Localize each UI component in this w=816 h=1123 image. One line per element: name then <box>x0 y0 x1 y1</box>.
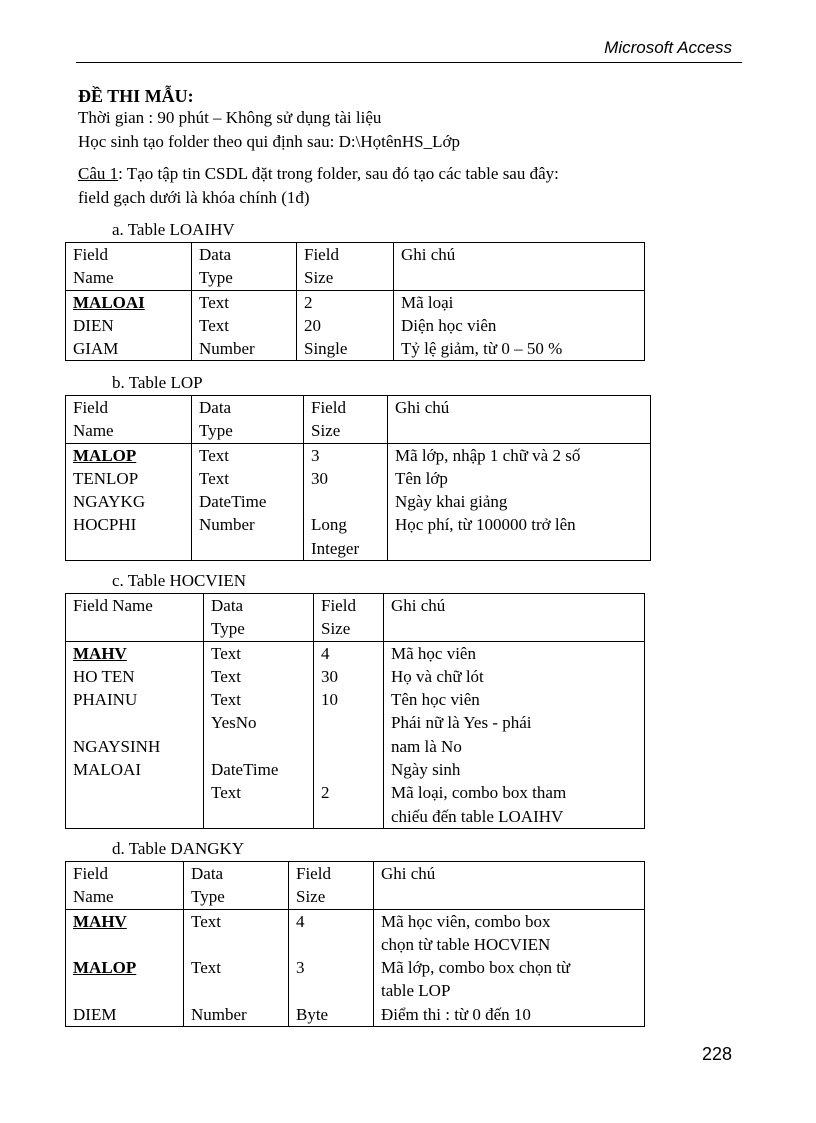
table-d-caption: d. Table DANGKY <box>112 839 245 858</box>
cell-text: 3 <box>296 958 305 978</box>
cell-text: Text <box>211 690 241 710</box>
table-row <box>66 641 645 828</box>
header-cell <box>388 396 651 444</box>
cell-text: Học phí, từ 100000 trở lên <box>395 515 576 535</box>
cell-text: Họ và chữ lót <box>391 666 484 686</box>
header-cell <box>66 243 192 291</box>
table-cell <box>192 314 297 337</box>
cell-text: Single <box>304 339 348 359</box>
header-text: Field <box>73 864 108 883</box>
cell-text: Mã loại, combo box tham <box>391 783 567 803</box>
header-cell <box>314 594 384 642</box>
header-cell <box>66 594 204 642</box>
header-cell <box>204 594 314 642</box>
header-text: Field <box>73 245 108 264</box>
cell-text: Number <box>199 339 255 359</box>
table-cell <box>394 290 645 314</box>
cell-text <box>191 979 288 1002</box>
exam-title: ĐỀ THI MẪU: <box>78 86 194 106</box>
header-text: Size <box>321 619 351 639</box>
cell-text: Text <box>199 315 229 335</box>
primary-key-field: MALOP <box>73 445 137 465</box>
header-text: Name <box>73 421 114 441</box>
cell-text <box>296 933 373 956</box>
cell-text <box>321 758 383 781</box>
header-cell <box>184 862 289 910</box>
cell-text: Mã lớp, combo box chọn từ <box>381 958 571 978</box>
field-name: GIAM <box>73 339 119 359</box>
field-name <box>73 933 183 956</box>
table-a-caption: a. Table LOAIHV <box>112 220 235 239</box>
cell-text: chọn từ table HOCVIEN <box>381 934 551 954</box>
cell-text: Tên học viên <box>391 690 480 710</box>
cell-text <box>321 711 383 734</box>
field-name: DIEM <box>73 1004 117 1024</box>
question-1-text-cont: field gạch dưới là khóa chính (1đ) <box>78 188 310 207</box>
cell-text: Phái nữ là Yes - phái <box>391 713 532 733</box>
header-text: Type <box>211 619 245 639</box>
table-cell <box>66 337 192 361</box>
cell-text: Long <box>311 515 347 535</box>
field-name <box>73 979 183 1002</box>
header-cell <box>192 243 297 291</box>
cell-text <box>311 490 387 513</box>
primary-key-field: MAHV <box>73 911 127 931</box>
header-text: Type <box>191 887 225 907</box>
primary-key-field: MAHV <box>73 643 127 663</box>
cell-text: 2 <box>321 783 330 803</box>
field-name: NGAYSINH <box>73 736 161 756</box>
table-cell <box>192 443 304 560</box>
table-cell <box>384 641 645 828</box>
field-name: HO TEN <box>73 666 135 686</box>
field-name: HOCPHI <box>73 515 137 535</box>
header-rule <box>76 62 742 63</box>
cell-text: Ngày khai giảng <box>395 492 508 512</box>
table-cell <box>66 909 184 1026</box>
cell-text <box>296 979 373 1002</box>
table-cell <box>314 641 384 828</box>
table-row <box>66 314 645 337</box>
table-cell <box>394 314 645 337</box>
header-cell <box>304 396 388 444</box>
header-text: Data <box>199 245 232 264</box>
header-text: Ghi chú <box>401 245 456 264</box>
table-header-row <box>66 243 645 291</box>
header-text: Field <box>321 596 356 615</box>
table-header-row <box>66 594 645 642</box>
table-b-caption: b. Table LOP <box>112 373 203 392</box>
cell-text: nam là No <box>391 736 462 756</box>
header-text: Type <box>199 268 233 288</box>
cell-text: Text <box>199 468 229 488</box>
header-text: Size <box>311 421 341 441</box>
cell-text: 4 <box>321 643 330 663</box>
table-header-row <box>66 396 651 444</box>
header-text: Name <box>73 887 114 907</box>
header-text: Size <box>304 268 334 288</box>
header-text: Ghi chú <box>381 864 436 883</box>
table-hocvien <box>65 593 645 829</box>
header-text: Name <box>73 268 114 288</box>
cell-text: Mã loại <box>401 292 454 312</box>
cell-text: 4 <box>296 911 305 931</box>
table-cell <box>66 641 204 828</box>
table-dangky <box>65 861 645 1027</box>
cell-text: 30 <box>311 468 328 488</box>
table-row <box>66 290 645 314</box>
header-text: Ghi chú <box>391 596 446 615</box>
cell-text: Number <box>191 1004 247 1024</box>
table-cell <box>388 443 651 560</box>
field-name <box>73 711 203 734</box>
header-text: Field <box>304 245 339 264</box>
field-name: DIEN <box>73 315 114 335</box>
table-c-caption: c. Table HOCVIEN <box>112 571 246 590</box>
table-cell <box>192 337 297 361</box>
header-text: Data <box>191 864 224 883</box>
cell-text: chiếu đến table LOAIHV <box>391 806 564 826</box>
cell-text <box>321 735 383 758</box>
cell-text: Text <box>199 292 229 312</box>
cell-text: Integer <box>311 538 360 558</box>
header-text: Ghi chú <box>395 398 450 417</box>
table-row <box>66 909 645 1026</box>
header-cell <box>192 396 304 444</box>
table-cell <box>192 290 297 314</box>
header-text: Field <box>73 398 108 417</box>
cell-text: Tỷ lệ giảm, từ 0 – 50 % <box>401 339 563 359</box>
cell-text: 20 <box>304 315 321 335</box>
question-1 <box>78 164 559 184</box>
field-name: TENLOP <box>73 468 139 488</box>
header-cell <box>394 243 645 291</box>
cell-text: Ngày sinh <box>391 760 461 780</box>
question-1-label: Câu 1 <box>78 164 119 183</box>
header-text: Data <box>199 398 232 417</box>
table-loaihv <box>65 242 645 361</box>
cell-text: 30 <box>321 666 338 686</box>
header-cell <box>66 862 184 910</box>
cell-text <box>191 933 288 956</box>
header-text: Field <box>296 864 331 883</box>
page-number: 228 <box>701 1044 732 1064</box>
cell-text: Mã học viên, combo box <box>381 911 551 931</box>
table-cell <box>374 909 645 1026</box>
cell-text: Byte <box>296 1004 329 1024</box>
primary-key-field: MALOAI <box>73 292 145 312</box>
header-cell <box>289 862 374 910</box>
table-cell <box>297 314 394 337</box>
table-cell <box>297 290 394 314</box>
table-cell <box>394 337 645 361</box>
cell-text: 10 <box>321 690 338 710</box>
field-name: PHAINU <box>73 690 138 710</box>
table-cell <box>289 909 374 1026</box>
header-cell <box>384 594 645 642</box>
cell-text: Mã học viên <box>391 643 476 663</box>
cell-text: Text <box>211 643 241 663</box>
cell-text: 3 <box>311 445 320 465</box>
cell-text: 2 <box>304 292 313 312</box>
table-header-row <box>66 862 645 910</box>
table-lop <box>65 395 651 561</box>
cell-text: table LOP <box>381 981 451 1001</box>
question-1-text: : Tạo tập tin CSDL đặt trong folder, sau đó tạo các table sau đây: <box>118 164 559 183</box>
cell-text <box>211 735 313 758</box>
cell-text: Diện học viên <box>401 315 497 335</box>
header-text: Type <box>199 421 233 441</box>
cell-text: Text <box>211 666 241 686</box>
table-row <box>66 443 651 560</box>
field-name: NGAYKG <box>73 492 146 512</box>
cell-text: YesNo <box>211 713 257 733</box>
header-text: Field <box>311 398 346 417</box>
cell-text: DateTime <box>211 760 279 780</box>
cell-text: Tên lớp <box>395 468 448 488</box>
cell-text: Text <box>191 911 221 931</box>
cell-text: Điểm thi : từ 0 đến 10 <box>381 1004 531 1024</box>
cell-text: Text <box>199 445 229 465</box>
cell-text: Text <box>211 783 241 803</box>
time-note: Thời gian : 90 phút – Không sử dụng tài liệu <box>78 108 382 127</box>
cell-text: DateTime <box>199 492 267 512</box>
table-cell <box>184 909 289 1026</box>
table-cell <box>204 641 314 828</box>
field-name: MALOAI <box>73 760 141 780</box>
header-cell <box>374 862 645 910</box>
cell-text: Mã lớp, nhập 1 chữ và 2 số <box>395 445 581 465</box>
table-cell <box>66 443 192 560</box>
header-cell <box>66 396 192 444</box>
table-cell <box>297 337 394 361</box>
table-cell <box>66 314 192 337</box>
header-text: Data <box>211 596 244 615</box>
header-text: Size <box>296 887 326 907</box>
table-row <box>66 337 645 361</box>
primary-key-field: MALOP <box>73 958 137 978</box>
folder-note: Học sinh tạo folder theo qui định sau: D:\HọtênHS_Lớp <box>78 132 460 151</box>
table-cell <box>66 290 192 314</box>
running-header: Microsoft Access <box>604 38 732 57</box>
header-cell <box>297 243 394 291</box>
cell-text: Text <box>191 958 221 978</box>
cell-text: Number <box>199 515 255 535</box>
table-cell <box>304 443 388 560</box>
header-text: Field Name <box>73 596 153 615</box>
